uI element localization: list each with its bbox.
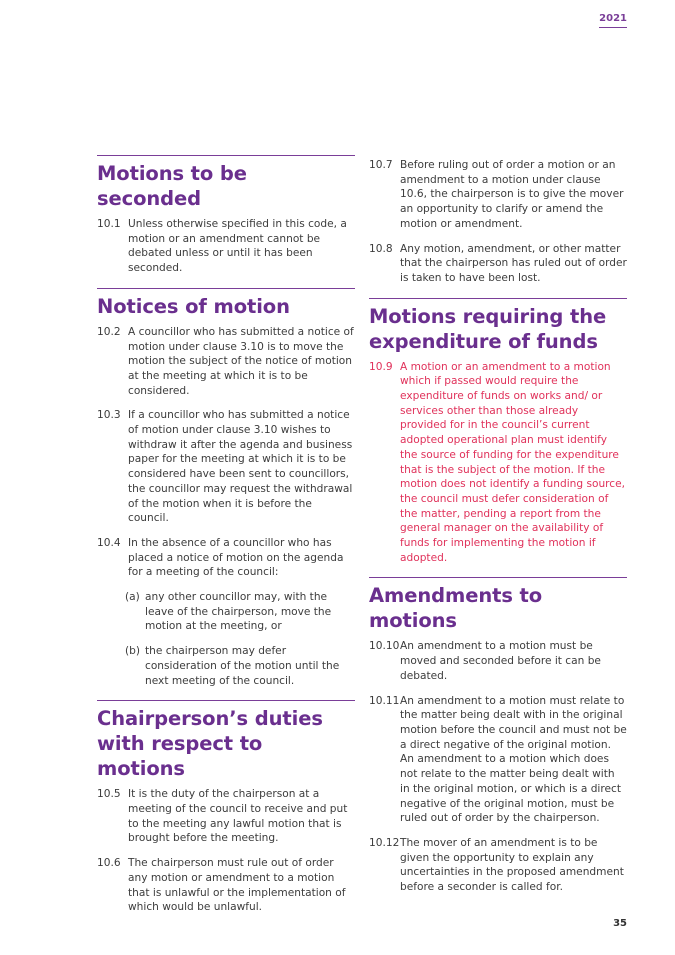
clause-text: If a councillor who has submitted a notice of motion under clause 3.10 wishes to withdraw it after the agenda and business paper for the meeting at which it is to be considered have been sent to councillors, the councillor may request the withdrawal of the motion when it is before the council. bbox=[128, 409, 353, 525]
clause-10-6 bbox=[97, 856, 355, 915]
clause-text: A motion or an amendment to a motion which if passed would require the expenditure of funds on works and/ or services other than those already provided for in the council’s current adopted operational plan must identify the source of funding for the expenditure that is the subject of the motion. If the motion does not identify a funding source, the council must defer consideration of the matter, pending a report from the general manager on the availability of funds for implementing the motion if adopted. bbox=[400, 360, 626, 564]
clause-10-4 bbox=[97, 536, 355, 580]
clause-number: 10.12 bbox=[369, 836, 400, 849]
clause-10-2 bbox=[97, 325, 355, 399]
left-column bbox=[97, 155, 355, 927]
section-motions-to-be-seconded bbox=[97, 155, 355, 276]
section-heading: Amendments to motions bbox=[369, 584, 543, 633]
subclause-text: the chairperson may defer consideration of the motion until the next meeting of the council. bbox=[145, 645, 340, 687]
clause-number: 10.9 bbox=[369, 360, 393, 373]
subclause-number: (a) bbox=[125, 591, 140, 604]
clause-10-10 bbox=[369, 639, 627, 683]
clause-10-12 bbox=[369, 836, 627, 895]
subclause-number: (b) bbox=[125, 645, 140, 658]
section-notices-of-motion bbox=[97, 288, 355, 688]
clause-10-3 bbox=[97, 408, 355, 526]
clause-10-5 bbox=[97, 787, 355, 846]
clause-text: Before ruling out of order a motion or an amendment to a motion under clause 10.6, the chairperson is to give the mover an opportunity to clarify or amend the motion or amendment. bbox=[400, 159, 624, 230]
clause-number: 10.4 bbox=[97, 536, 121, 549]
clause-10-7 bbox=[369, 158, 627, 232]
section-heading: Chairperson’s duties with respect to motions bbox=[97, 707, 323, 781]
section-expenditure-of-funds bbox=[369, 298, 627, 566]
clause-number: 10.6 bbox=[97, 857, 121, 870]
clause-text: Any motion, amendment, or other matter that the chairperson has ruled out of order is taken to have been lost. bbox=[400, 242, 627, 284]
year-label: 2021 bbox=[599, 13, 627, 28]
clause-text: In the absence of a councillor who has placed a notice of motion on the agenda for a meeting of the council: bbox=[128, 536, 344, 579]
section-amendments-to-motions bbox=[369, 577, 627, 894]
clause-number: 10.3 bbox=[97, 409, 121, 422]
clause-number: 10.1 bbox=[97, 218, 121, 230]
clause-text: It is the duty of the chairperson at a meeting of the council to receive and put to the meeting any lawful motion that is brought before the meeting. bbox=[128, 788, 348, 845]
subclause-text: any other councillor may, with the leave of the chairperson, move the motion at the meeting, or bbox=[145, 591, 332, 633]
clause-number: 10.7 bbox=[369, 159, 393, 171]
section-heading: Notices of motion bbox=[97, 294, 290, 318]
clause-10-11 bbox=[369, 694, 627, 826]
clause-text: Unless otherwise specified in this code, a motion or an amendment cannot be debated unless or until it has been seconded. bbox=[128, 218, 347, 275]
subclause-a bbox=[125, 590, 355, 634]
page-number: 35 bbox=[613, 918, 627, 929]
clause-10-1 bbox=[97, 217, 355, 276]
clause-number: 10.11 bbox=[369, 694, 400, 707]
clause-text: An amendment to a motion must relate to the matter being dealt with in the original motion before the council and must not be a direct negative of the original motion. An amendment to a motion which does not relate to the matter being dealt with in the original motion, or which is a direct negative of the original motion, must be ruled out of order by the chairperson. bbox=[400, 694, 627, 825]
clause-text: The mover of an amendment is to be given the opportunity to explain any uncertainties in the proposed amendment before a seconder is called for. bbox=[400, 836, 624, 894]
clause-number: 10.2 bbox=[97, 325, 121, 338]
clause-number: 10.10 bbox=[369, 640, 400, 653]
clause-10-9 bbox=[369, 360, 627, 566]
clause-text: The chairperson must rule out of order any motion or amendment to a motion that is unlawful or the implementation of which would be unlawful. bbox=[128, 857, 346, 914]
section-continued-clauses bbox=[369, 158, 627, 286]
section-heading: Motions to be seconded bbox=[97, 162, 247, 210]
clause-10-8 bbox=[369, 242, 627, 286]
clause-text: An amendment to a motion must be moved and seconded before it can be debated. bbox=[400, 640, 601, 682]
section-heading: Motions requiring the expenditure of funds bbox=[369, 304, 607, 353]
clause-number: 10.5 bbox=[97, 788, 121, 801]
section-chairperson-duties bbox=[97, 700, 355, 915]
subclause-b bbox=[125, 644, 355, 688]
right-column bbox=[369, 158, 627, 907]
clause-number: 10.8 bbox=[369, 242, 393, 255]
clause-text: A councillor who has submitted a notice of motion under clause 3.10 is to move the motion the subject of the notice of motion at the meeting at which it is to be considered. bbox=[128, 325, 354, 397]
